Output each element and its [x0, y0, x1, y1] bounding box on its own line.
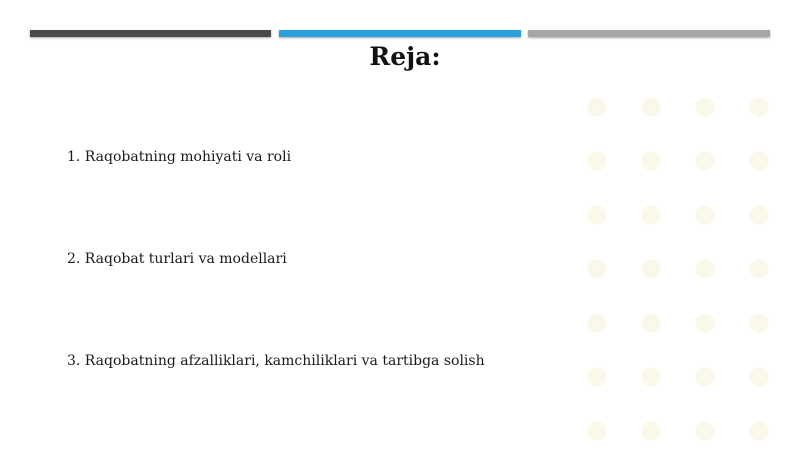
plan-item-1: 1. Raqobatning mohiyati va roli	[67, 149, 292, 165]
header-bar-blue	[279, 30, 521, 37]
decorative-dot-pattern	[560, 70, 800, 449]
header-bar-gray	[528, 30, 770, 37]
plan-item-2: 2. Raqobat turlari va modellari	[67, 251, 287, 267]
plan-item-3: 3. Raqobatning afzalliklari, kamchiliklari va tartibga solish	[67, 353, 485, 369]
slide-title: Reja:	[369, 42, 441, 71]
header-bar-dark	[30, 30, 271, 37]
